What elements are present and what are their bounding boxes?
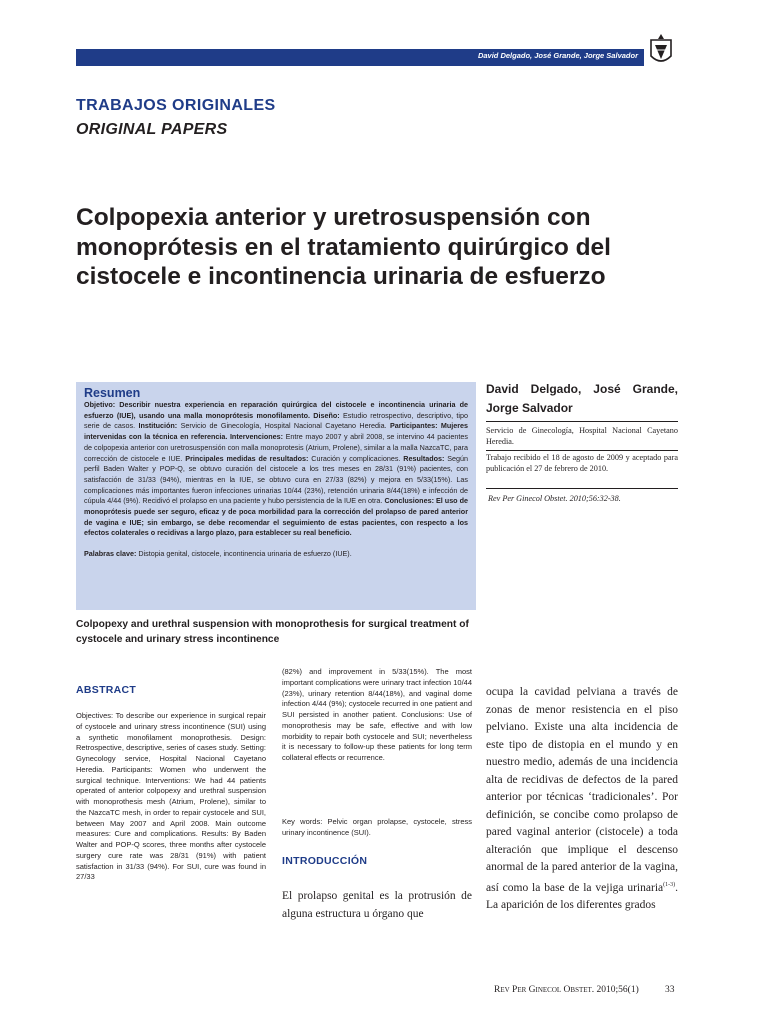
abstract-keywords: Key words: Pelvic organ prolapse, cystocele, stress urinary incontinence (SUI). xyxy=(282,817,472,837)
divider xyxy=(486,421,678,422)
english-title: Colpopexy and urethral suspension with monoprothesis for surgical treatment of cystocele and urinary stress incontinence xyxy=(76,619,469,645)
running-header-authors: David Delgado, José Grande, Jorge Salvador xyxy=(477,51,638,60)
footer-journal: Rev Per Ginecol Obstet. 2010;56(1) xyxy=(494,985,639,995)
abstract-text-col2: (82%) and improvement in 5/33(15%). The most important complications were urinary tract infection 10/44 (23%), urinary retention 8/44(18%), and vaginal dome infection 4/44 (9%); cystocele recurred in one patient and SUI persisted in another patient. Conclusions: Use of monoprothesis may be safe, effective and with low morbidity to repair both cystocele and SUI; nevertheless it is necessary to follow-up these patients for long term collateral effects or recurrence. xyxy=(282,667,472,762)
running-header-bar xyxy=(76,49,644,66)
page-number: 33 xyxy=(665,985,675,995)
abstract-text-col1: Objectives: To describe our experience in surgical repair of cystocele and urinary stress incontinence (SUI) using a synthetic monofilament monoprothesis. Design: Retrospective, descriptive, series of cases study. Setting: Gynecology service, Hospital Nacional Cayetano Heredia. Participants: Women who underwent the surgical technique. Interventions: We had 44 patients operated of anterior colpopexy and urethral suspension with monoprothesis mesh (Atrium, Prolene), similar to the NazcaTC mesh, in order to repair cystocele and SUI, between May 2007 and April 2008. Main outcome measures: Cure and complications. Results: By Baden Walter and POP-Q scores, three months after cystocele surgery cure rate was 28/31 (91%) with patient satisfaction in 31/33 (94%). For SUI, cure was found in 27/33 xyxy=(76,711,266,882)
body-text-col3: ocupa la cavidad pelviana a través de zonas de menor resistencia en el piso pelviano. Existe una alta incidencia de este tipo de distopia en el mundo y en nuestro medio, además de una incidencia alta de recidivas de defectos de la pared anterior por técnicas ‘tradicionales’. Por definición, se concibe como prolapso de pared vaginal anterior (cistocele) a toda alteración que implique el descenso anormal de la pared anterior de la vagina, así como la base de la vejiga urinaria$^{(1-3)}$. La aparición de los diferentes grados xyxy=(486,686,678,912)
citation: Rev Per Ginecol Obstet. 2010;56:32-38. xyxy=(488,494,621,503)
section-label-spanish: TRABAJOS ORIGINALES xyxy=(76,97,276,114)
resumen-text: Objetivo: Describir nuestra experiencia en reparación quirúrgica del cistocele e incontinencia urinaria de esfuerzo (IUE), usando una malla monoprótesis monofilamento. Diseño: Estudio retrospectivo, descriptivo, tipo serie de casos. Institución: Servicio de Ginecología, Hospital Nacional Cayetano Heredia. Participantes: Mujeres intervenidas con la técnica en referencia. Intervenciones: Entre mayo 2007 y abril 2008, se intervino 44 pacientes de colpopexia anterior con uretrosuspensión con malla monoprotesis (Atrium, Prolene), similar a la malla NazcaTC, para corrección de cistocele e IUE. Principales medidas de resultados: Curación y complicaciones. Resultados: Según perfil Baden Walter y POP-Q, se obtuvo curación del cistocele a los tres meses en 28/31 (91%) pacientes, con satisfacción de 31/33 (94%), mientras en la IUE, se obtuvo cura en 27/33 (82%) y mejora en 5/33(15%). Las complicaciones más importantes fueron infecciones urinarias 10/44 (23%), retención urinaria 8/44(18%) e infección de cúpula 4/44 (9%). Recidivó el prolapso en una paciente y hubo persistencia de la IUE en otra. Conclusiones: El uso de monoprótesis puede ser seguro, eficaz y de poca morbilidad para la corrección del prolapso de pared anterior de vagina e IUE; sin embargo, se debe recomendar el seguimiento de estas pacientes, con respecto a los efectos colaterales o recidivas a largo plazo, para establecer su real beneficio. xyxy=(84,400,469,538)
divider xyxy=(486,450,678,451)
resumen-keywords: Palabras clave: Distopia genital, cistocele, incontinencia urinaria de esfuerzo (IUE). xyxy=(84,549,352,559)
introduction-heading: INTRODUCCIÓN xyxy=(282,855,368,867)
journal-crest-icon xyxy=(648,32,674,68)
resumen-box xyxy=(76,382,476,610)
abstract-heading: ABSTRACT xyxy=(76,684,137,696)
introduction-text: El prolapso genital es la protrusión de alguna estructura u órgano que xyxy=(282,890,472,920)
resumen-heading: Resumen xyxy=(84,386,141,400)
received-date: Trabajo recibido el 18 de agosto de 2009 y aceptado para publicación el 27 de febrero de 2010. xyxy=(486,453,678,473)
author-affiliation: Servicio de Ginecología, Hospital Nacional Cayetano Heredia. xyxy=(486,426,678,446)
section-label-english: ORIGINAL PAPERS xyxy=(76,121,228,138)
article-title: Colpopexia anterior y uretrosuspensión con monoprótesis en el tratamiento quirúrgico del cistocele e incontinencia urinaria de esfuerzo xyxy=(76,204,611,290)
author-names: David Delgado, José Grande, Jorge Salvador xyxy=(486,382,678,415)
divider xyxy=(486,488,678,489)
